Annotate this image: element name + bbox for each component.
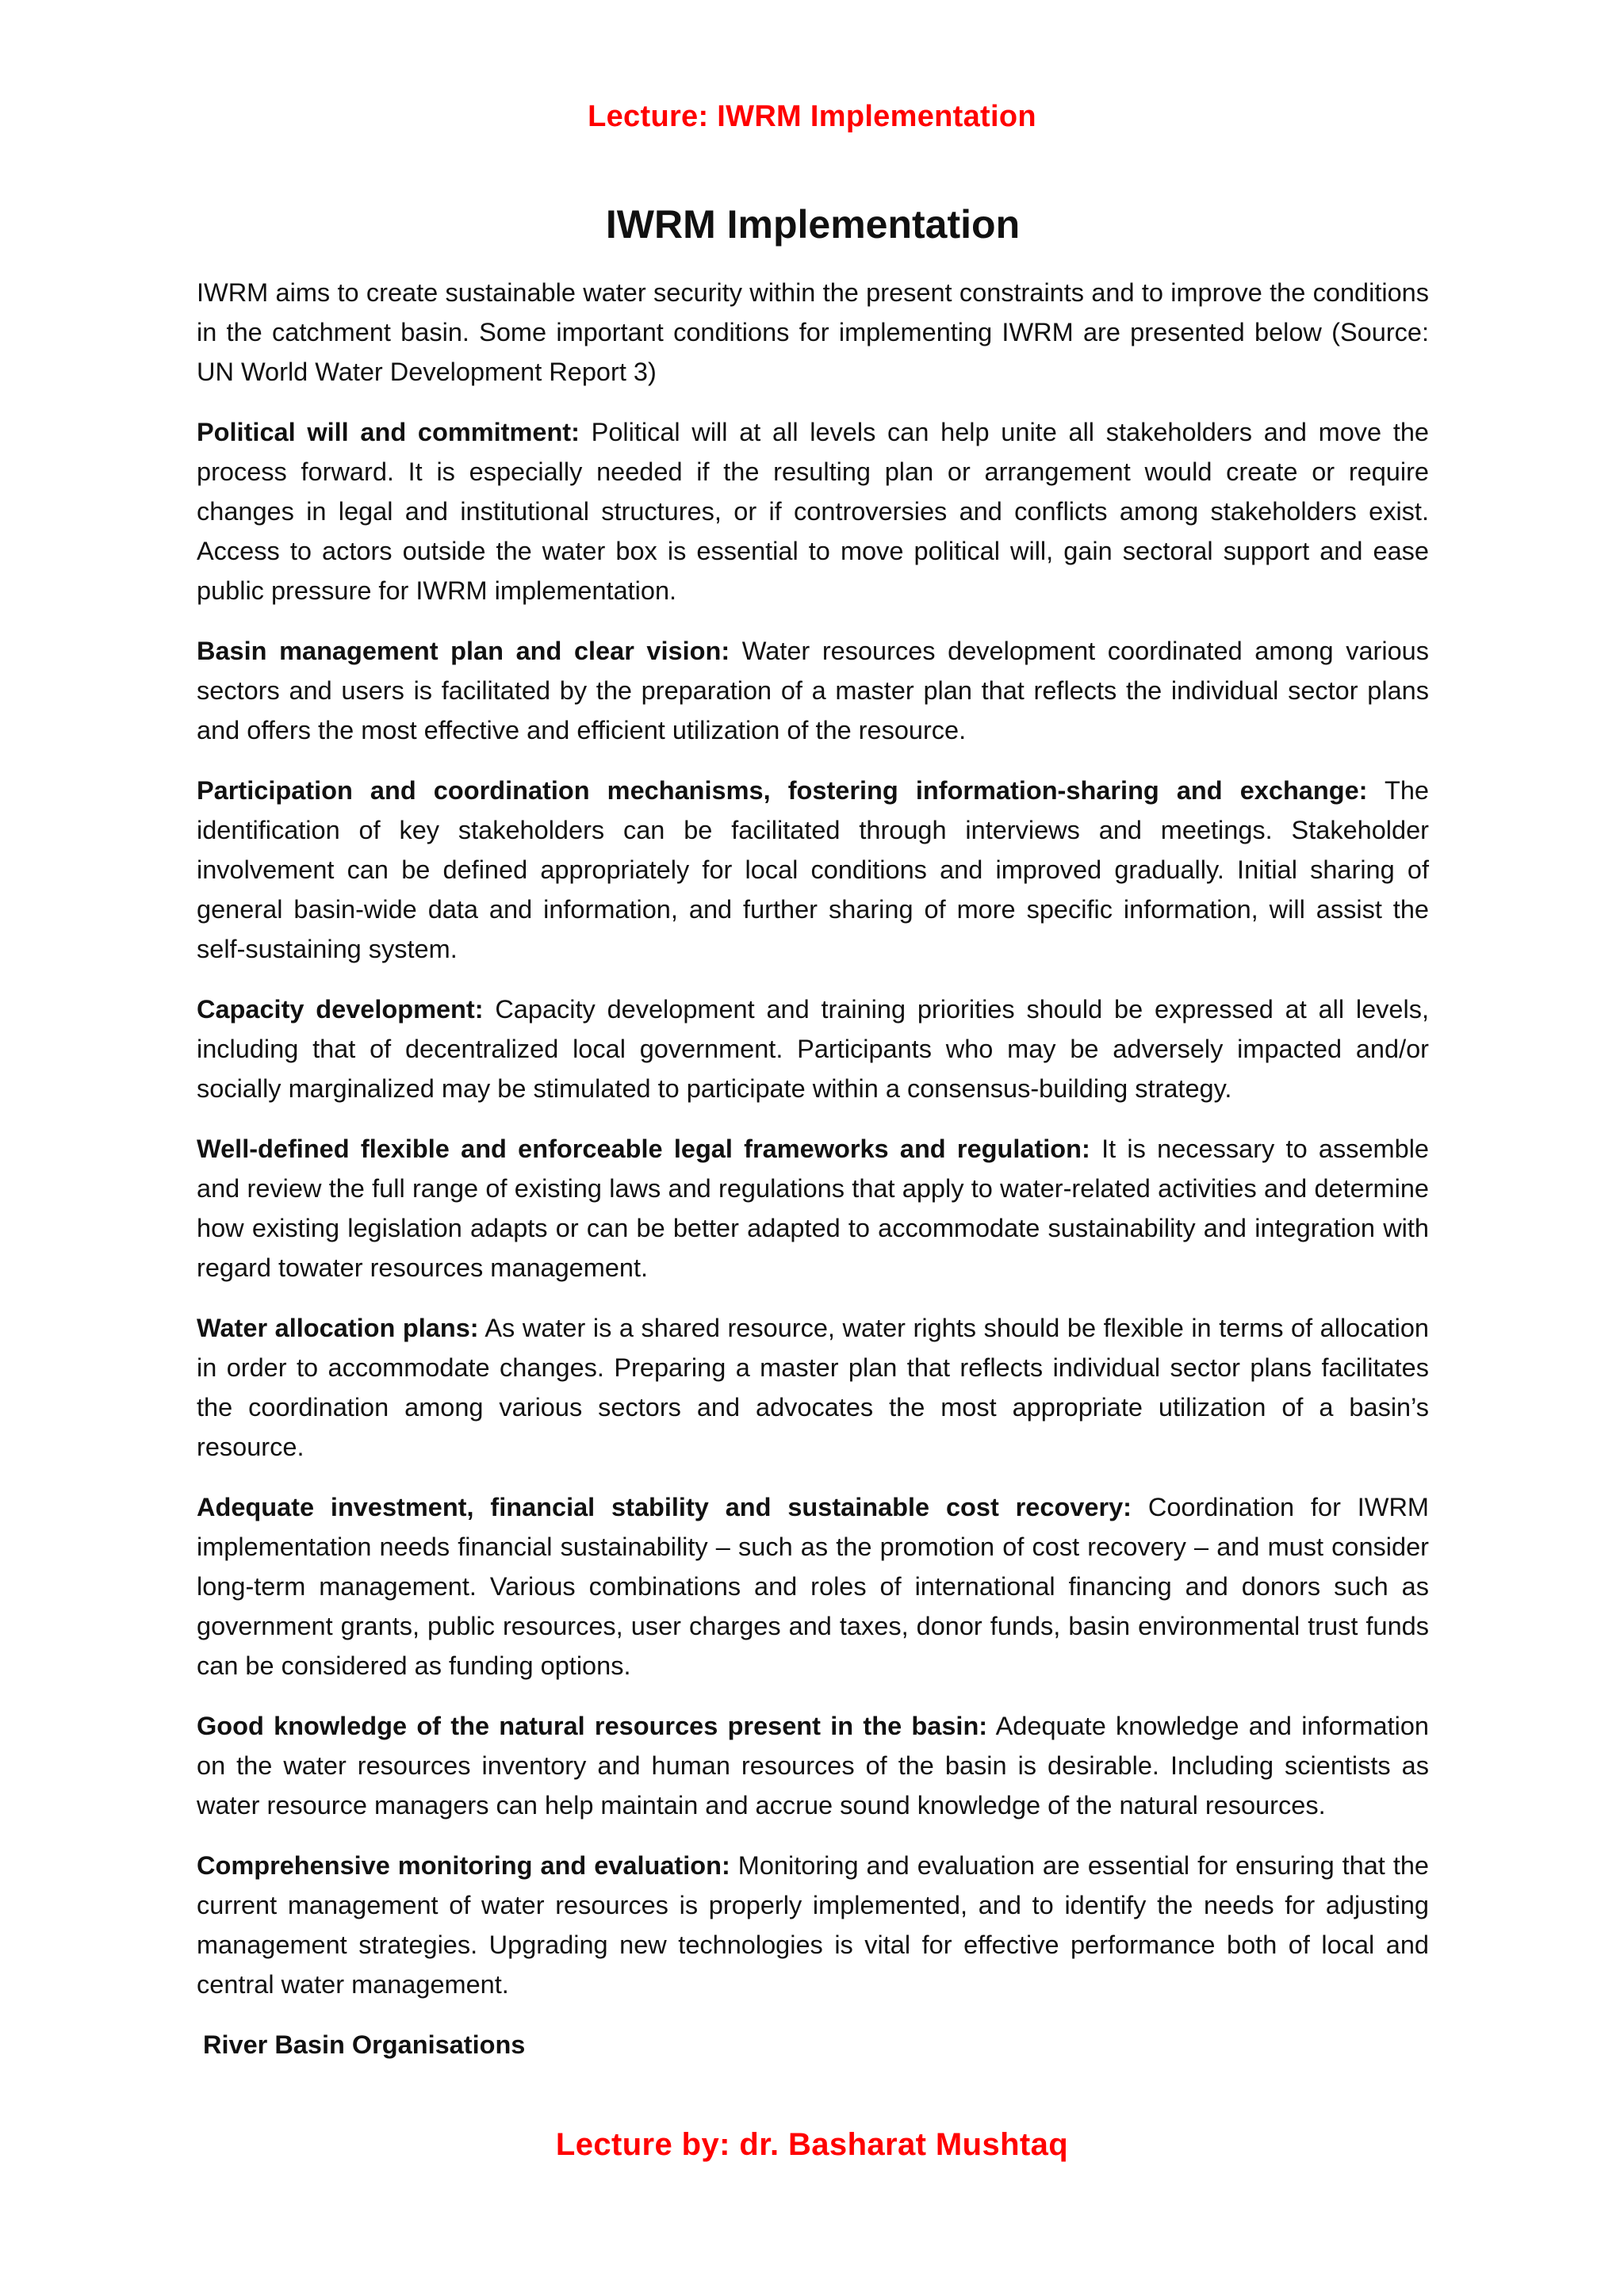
section-paragraph bbox=[197, 1129, 1429, 1288]
section-paragraph bbox=[197, 771, 1429, 969]
section-body: The identification of key stakeholders can be facilitated through interviews and meetings. Stakeholder involvement can be defined appropriately for local conditions and improved gradually. Initial sharing of general basin-wide data and information, and further sharing of more specific information, will assist the self-sustaining system. bbox=[197, 776, 1429, 963]
section-paragraph bbox=[197, 989, 1429, 1108]
section-body: Political will at all levels can help unite all stakeholders and move the process forward. It is especially needed if the resulting plan or arrangement would create or require changes in legal and institutional structures, or if controversies and conflicts among stakeholders exist. Access to actors outside the water box is essential to move political will, gain sectoral support and ease public pressure for IWRM implementation. bbox=[197, 418, 1430, 605]
section-paragraph bbox=[197, 631, 1429, 750]
section-body: It is necessary to assemble and review the full range of existing laws and regulations that apply to water-related activities and determine how existing legislation adapts or can be better adapted to accommodate sustainability and integration with regard towater resources management. bbox=[197, 1135, 1429, 1282]
running-header: Lecture: IWRM Implementation bbox=[588, 100, 1036, 133]
section-heading: Comprehensive monitoring and evaluation: bbox=[197, 1851, 730, 1880]
section-heading: Well-defined flexible and enforceable legal frameworks and regulation: bbox=[197, 1135, 1090, 1163]
section-paragraph bbox=[197, 1706, 1429, 1825]
section-body: Water resources development coordinated among various sectors and users is facilitated by the preparation of a master plan that reflects the individual sector plans and offers the most effective and efficient utilization of the resource. bbox=[197, 637, 1429, 744]
section-paragraph bbox=[197, 1308, 1429, 1467]
section-heading: Basin management plan and clear vision: bbox=[197, 637, 730, 665]
next-section-heading: River Basin Organisations bbox=[203, 2030, 526, 2059]
section-heading: Water allocation plans: bbox=[197, 1314, 479, 1342]
section-paragraph bbox=[197, 1487, 1429, 1686]
intro-paragraph: IWRM aims to create sustainable water security within the present constraints and to improve the conditions in the catchment basin. Some important conditions for implementing IWRM are presented below (Source: UN World Water Development Report 3) bbox=[197, 278, 1429, 386]
section-heading: Participation and coordination mechanisms, fostering information-sharing and exchange: bbox=[197, 776, 1368, 805]
section-paragraph bbox=[197, 412, 1429, 610]
section-body: Capacity development and training priorities should be expressed at all levels, including that of decentralized local government. Participants who may be adversely impacted and/or socially marginalized may be stimulated to participate within a consensus-building strategy. bbox=[197, 995, 1429, 1103]
document-title: IWRM Implementation bbox=[605, 202, 1021, 247]
section-body: As water is a shared resource, water rights should be flexible in terms of allocation in order to accommodate changes. Preparing a master plan that reflects individual sector plans facilitates the coordination among various sectors and advocates the most appropriate utilization of a basin’s resource. bbox=[197, 1314, 1429, 1461]
section-heading: Capacity development: bbox=[197, 995, 484, 1024]
running-footer: Lecture by: dr. Basharat Mushtaq bbox=[555, 2127, 1069, 2162]
section-heading: Good knowledge of the natural resources present in the basin: bbox=[197, 1712, 988, 1740]
section-body: Coordination for IWRM implementation needs financial sustainability – such as the promotion of cost recovery – and must consider long-term management. Various combinations and roles of international financing and donors such as government grants, public resources, user charges and taxes, donor funds, basin environmental trust funds can be considered as funding options. bbox=[197, 1493, 1429, 1680]
section-paragraph bbox=[197, 1846, 1429, 2004]
section-body: Adequate knowledge and information on the water resources inventory and human resources of the basin is desirable. Including scientists as water resource managers can help maintain and accrue sound knowledge of the natural resources. bbox=[197, 1712, 1429, 1820]
document-body bbox=[197, 197, 1429, 2064]
section-body: Monitoring and evaluation are essential for ensuring that the current management of water resources is properly implemented, and to identify the needs for adjusting management strategies. Upgrading new technologies is vital for effective performance both of local and central water management. bbox=[197, 1851, 1429, 1999]
section-heading: Adequate investment, financial stability and sustainable cost recovery: bbox=[197, 1493, 1132, 1521]
section-heading: Political will and commitment: bbox=[197, 418, 580, 446]
